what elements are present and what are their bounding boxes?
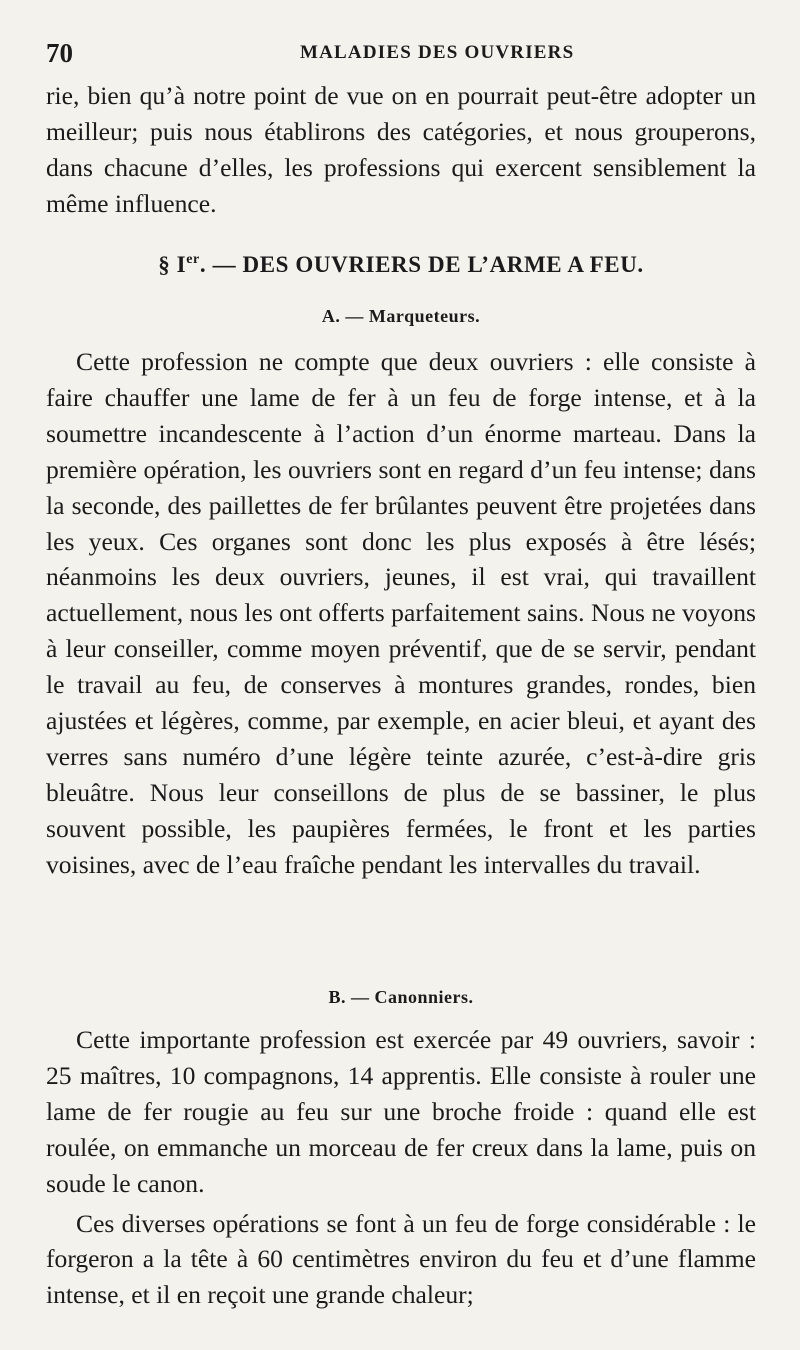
running-title: MALADIES DES OUVRIERS	[300, 42, 575, 63]
subsection-a-heading: A. — Marqueteurs.	[321, 306, 481, 326]
section-title	[46, 252, 756, 278]
subsection-a-paragraph: Cette profession ne compte que deux ouvriers : elle consiste à faire chauffer une lame de fer à un feu de forge intense, et à la soumettre incandescente à l’action d’un énorme marteau. Dans la première opération, les ouvriers sont en regard d’un feu intense; dans la seconde, des paillettes de fer brûlantes peuvent être projetées dans les yeux. Ces organes sont donc les plus exposés à être lésés; néanmoins les deux ouvriers, jeunes, il est vrai, qui travaillent actuellement, nous les ont offerts parfaitement sains. Nous ne voyons à leur conseiller, comme moyen préventif, que de se servir, pendant le travail au feu, de conserves à montures grandes, rondes, bien ajustées et légères, comme, par exemple, en acier bleui, et ayant des verres sans numéro d’une légère teinte azurée, c’est-à-dire gris bleuâtre. Nous leur conseillons de plus de se bassiner, le plus souvent possible, les paupières fermées, le front et les parties voisines, avec de l’eau fraîche pendant les intervalles du travail.	[46, 347, 756, 879]
intro-text-block	[46, 78, 756, 222]
subsection-b-paragraph-1: Cette importante profession est exercée par 49 ouvriers, savoir : 25 maîtres, 10 compagnons, 14 apprentis. Elle consiste à rouler une lame de fer rougie au feu sur une broche froide : quand elle est roulée, on emmanche un morceau de fer creux dans la lame, puis on soude le canon.	[46, 1025, 756, 1198]
page-number: 70	[46, 38, 73, 68]
subsection-b-paragraph-2: Ces diverses opérations se font à un feu de forge considérable : le forgeron a la tête à 60 centimètres environ du feu et d’une flamme intense, et il en reçoit une grande chaleur;	[46, 1208, 756, 1310]
subsection-b-heading: B. — Canonniers.	[328, 987, 474, 1007]
section-superscript: er	[186, 252, 200, 267]
section-mark: § I	[158, 252, 187, 277]
subsection-b-text-block	[46, 1022, 756, 1313]
page-header	[46, 38, 754, 68]
intro-paragraph: rie, bien qu’à notre point de vue on en pourrait peut-être adopter un meilleur; puis nous établirons des catégories, et nous grouperons, dans chacune d’elles, les professions qui exercent sensiblement la même influence.	[46, 81, 756, 218]
subsection-a-text-block	[46, 344, 756, 883]
section-title-text: . — DES OUVRIERS DE L’ARME A FEU.	[199, 252, 644, 277]
